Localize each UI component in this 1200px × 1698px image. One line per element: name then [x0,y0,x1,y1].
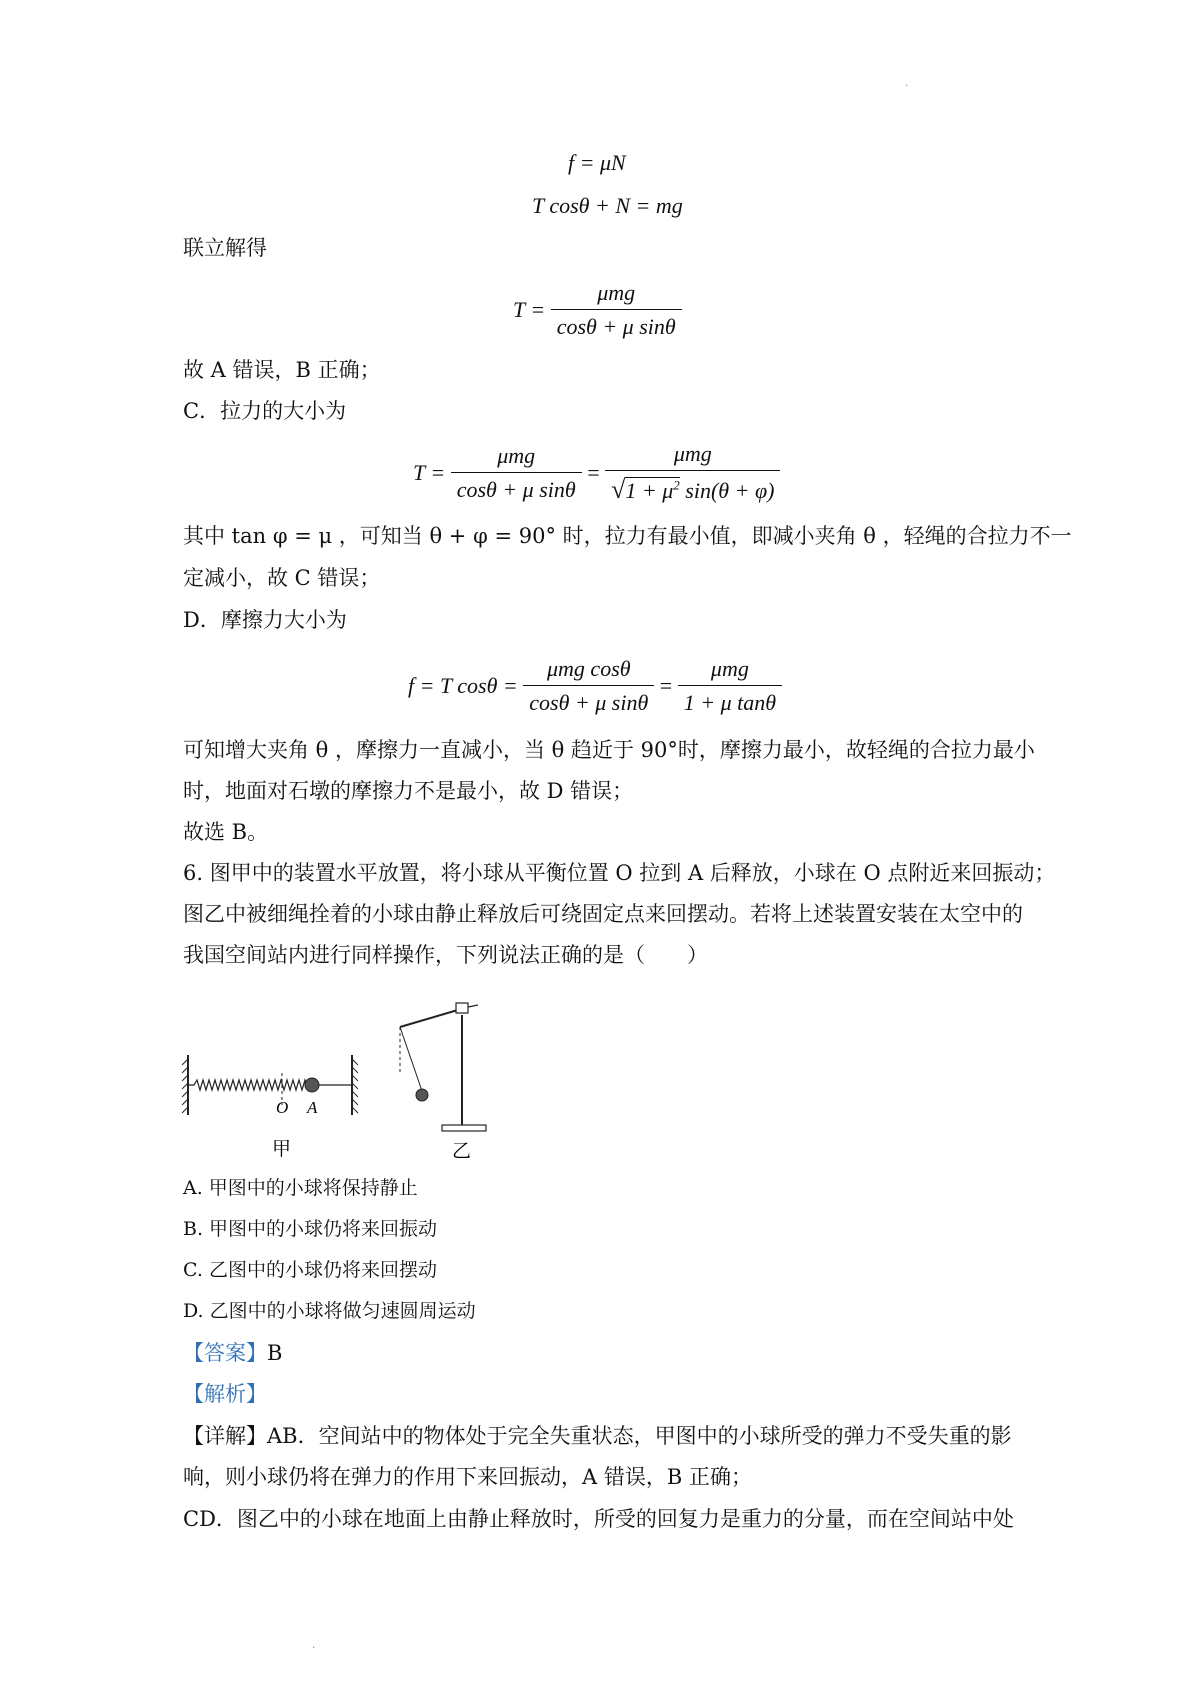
question-6-line-1: 6. 图甲中的装置水平放置，将小球从平衡位置 O 拉到 A 后释放，小球在 O 点附近来回振动； [183,861,1056,885]
sqrt-radicand [625,477,679,503]
text-qizhong-2: 定减小，故 C 错误； [183,566,381,590]
eq4-lhs: T = [413,460,446,485]
text-qizhong-1: 其中 tan φ = μ ，可知当 θ + φ = 90° 时，拉力有最小值，即减小夹角 θ ，轻绳的合拉力不一 [183,524,1072,548]
eq4-root: 1 + μ [625,478,674,503]
equation-friction [568,150,626,176]
detail-line-2: 响，则小球仍将在弹力的作用下来回振动，A 错误，B 正确； [183,1465,752,1489]
label-a: A [307,1098,318,1117]
eq1-lhs: f [568,150,575,175]
eq5-equals: = [659,673,673,698]
eq3-denominator: cosθ + μ sinθ [556,314,676,339]
pendulum-stand [400,1003,486,1131]
text-zengda-2: 时，地面对石墩的摩擦力不是最小，故 D 错误； [183,779,634,803]
eq4-sup: 2 [673,477,680,493]
scan-dot: . [905,78,909,89]
eq5-fraction-2 [678,656,782,716]
eq5-denominator-2: 1 + μ tanθ [683,690,777,715]
analysis-tag: 【解析】 [183,1382,267,1406]
answer-tag: 【答案】 [183,1341,267,1365]
eq2-text: T cosθ + N = mg [532,193,683,218]
equation-vertical-balance [532,193,683,219]
eq4-fraction-2 [605,441,780,505]
equation-friction-combined [408,656,782,716]
question-6-line-2: 图乙中被细绳拴着的小球由静止释放后可绕固定点来回摆动。若将上述装置安装在太空中的 [183,902,1023,926]
option-a: A. 甲图中的小球将保持静止 [183,1177,418,1199]
eq4-denominator-2 [605,471,780,505]
option-b: B. 甲图中的小球仍将来回振动 [183,1218,438,1240]
sqrt-sign: √ [611,475,626,504]
eq3-numerator: μmg [551,280,682,310]
eq5-lhs: f = T cosθ = [408,673,518,698]
question-6-line-3: 我国空间站内进行同样操作，下列说法正确的是（ ） [183,943,708,967]
pendulum-string [400,1027,422,1091]
eq3-lhs: T = [513,297,546,322]
eq1-rhs: = μN [579,150,626,175]
label-o: O [276,1098,289,1117]
eq5-fraction-1 [523,656,654,716]
text-guxuan: 故选 B。 [183,820,269,844]
answer-value: B [267,1341,283,1365]
label-yi: 乙 [452,1141,472,1162]
option-d: D. 乙图中的小球将做匀速圆周运动 [183,1300,476,1322]
left-wall [182,1055,188,1115]
text-zengda-1: 可知增大夹角 θ ，摩擦力一直减小，当 θ 趋近于 90°时，摩擦力最小，故轻绳的合拉力最小 [183,738,1035,762]
text-option-d-heading: D．摩擦力大小为 [183,608,347,632]
eq3-fraction [551,280,682,340]
eq4-numerator-2: μmg [605,441,780,471]
spring [188,1080,318,1090]
eq4-rest: sin(θ + φ) [685,478,775,503]
equation-tension [513,280,682,340]
text-gu-a: 故 A 错误，B 正确； [183,358,381,382]
option-c: C. 乙图中的小球仍将来回摆动 [183,1259,437,1281]
label-jia: 甲 [272,1139,292,1160]
answer-line [183,1338,282,1368]
eq4-numerator-1: μmg [451,443,582,473]
spring-ball [305,1078,319,1092]
pendulum-ball [416,1089,428,1101]
eq5-denominator-1: cosθ + μ sinθ [529,690,649,715]
physics-figure [180,985,540,1165]
equation-tension-combined [413,441,780,505]
right-wall [352,1055,358,1115]
eq4-fraction-1 [451,443,582,503]
eq5-numerator-1: μmg cosθ [523,656,654,686]
detail-line-1: 【详解】AB．空间站中的物体处于完全失重状态，甲图中的小球所受的弹力不受失重的影 [183,1424,1012,1448]
eq4-equals: = [587,460,600,485]
detail-line-3: CD．图乙中的小球在地面上由静止释放时，所受的回复力是重力的分量，而在空间站中处 [183,1507,1014,1531]
scan-dot-bottom: . [312,1640,316,1651]
eq5-numerator-2: μmg [678,656,782,686]
eq4-denominator-1: cosθ + μ sinθ [456,477,576,502]
text-option-c-heading: C．拉力的大小为 [183,399,347,423]
text-lianli: 联立解得 [183,236,267,260]
